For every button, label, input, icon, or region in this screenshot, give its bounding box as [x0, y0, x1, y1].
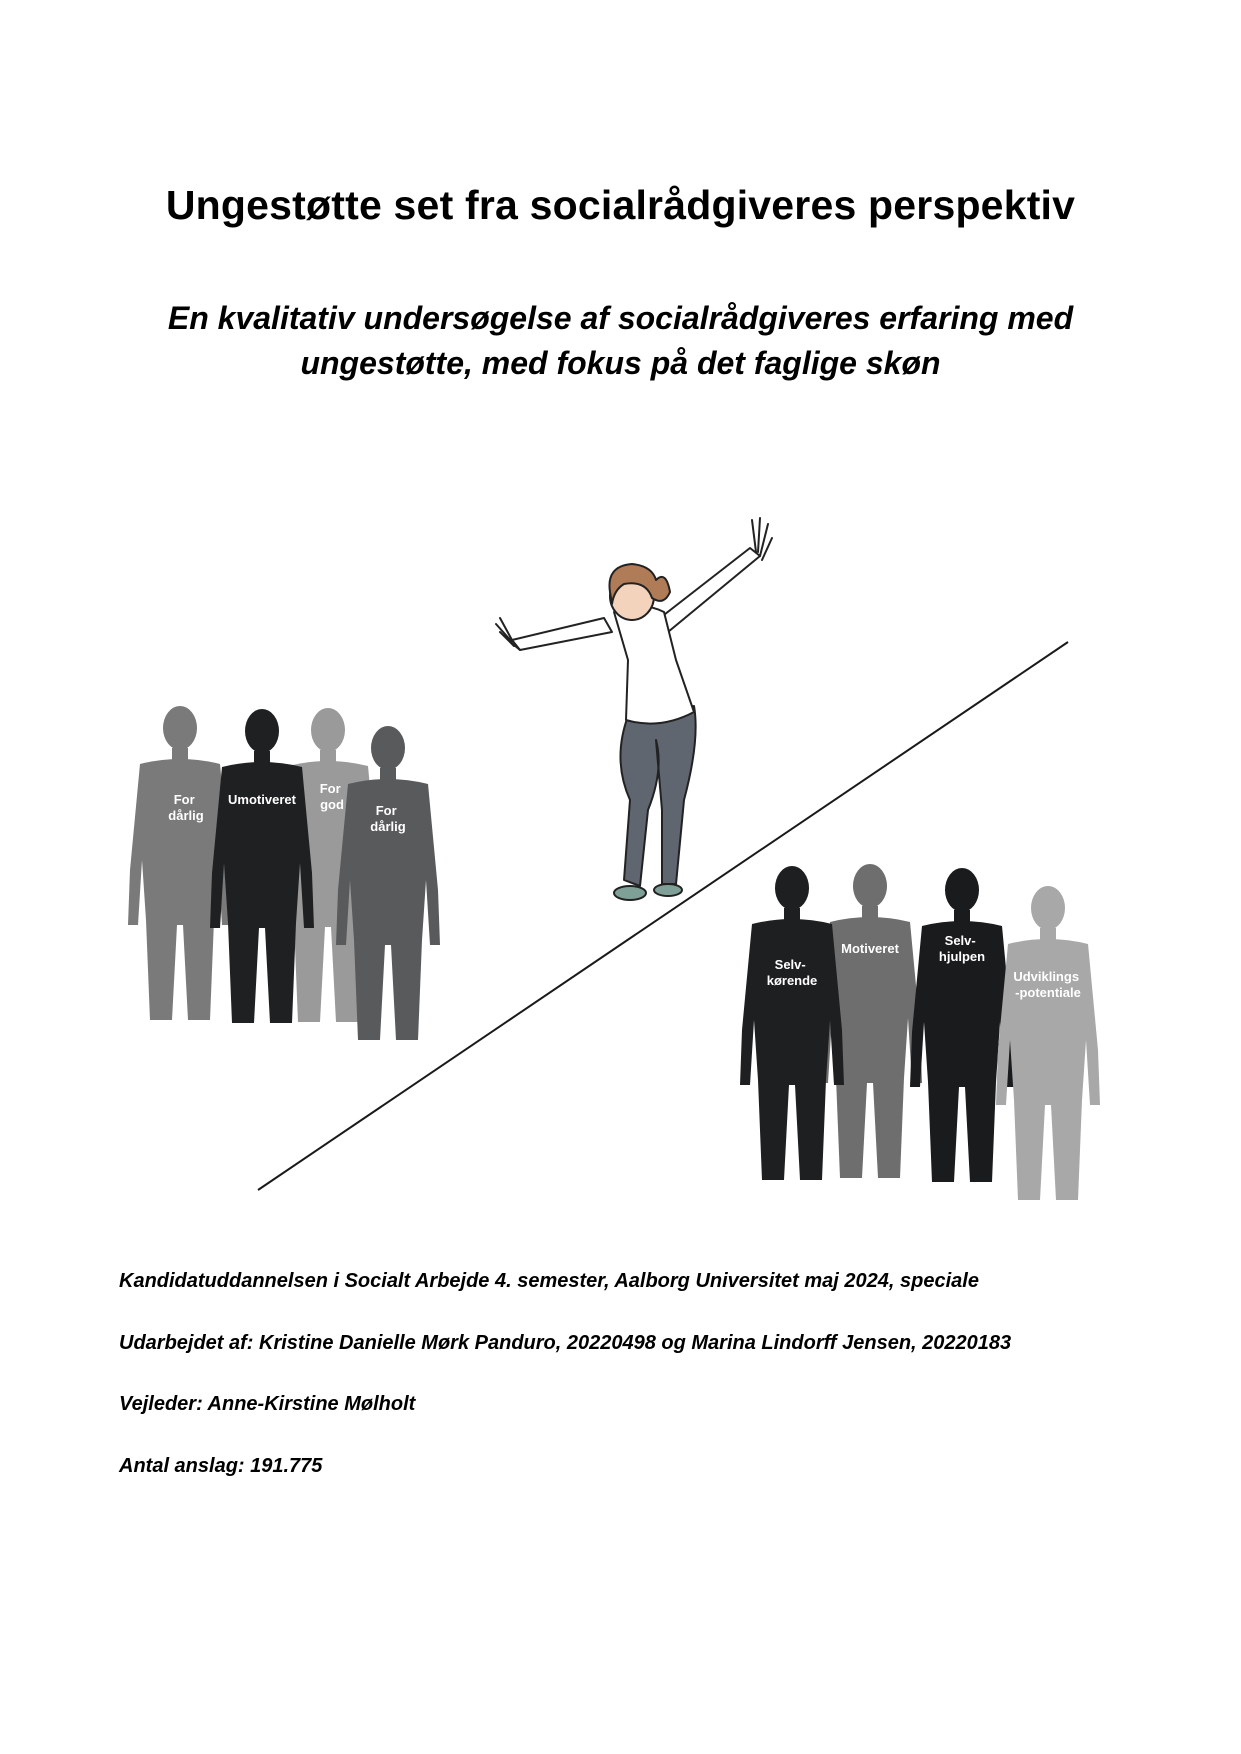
meta-program: Kandidatuddannelsen i Socialt Arbejde 4. semester, Aalborg Universitet maj 2024, speciale	[119, 1270, 979, 1292]
silhouette-right-3	[910, 868, 1014, 1182]
meta-characters: Antal anslag: 191.775	[119, 1455, 323, 1477]
silhouette-right-1	[740, 866, 844, 1180]
shirt-label: For dårlig	[168, 792, 204, 823]
meta-supervisor: Vejleder: Anne-Kirstine Mølholt	[119, 1393, 416, 1415]
right-shoe	[654, 884, 682, 896]
silhouette-right-4	[996, 886, 1100, 1200]
shirt-label: Udviklings -potentiale	[1013, 969, 1081, 1000]
silhouette-shape	[996, 886, 1100, 1200]
meta-authors: Udarbejdet af: Kristine Danielle Mørk Panduro, 20220498 og Marina Lindorff Jensen, 20220183	[119, 1332, 1012, 1354]
shirt-label: For god	[319, 781, 344, 812]
shirt-label: Motiveret	[841, 941, 899, 956]
silhouette-shape	[740, 866, 844, 1180]
left-arm	[512, 618, 612, 650]
shirt-label: Selv- kørende	[766, 957, 818, 988]
subtitle-line-1: En kvalitativ undersøgelse af socialrådgiveres erfaring med	[167, 300, 1074, 336]
balancing-woman	[496, 518, 772, 900]
left-shoe	[614, 886, 646, 900]
shirt-label: Selv- hjulpen	[938, 933, 986, 964]
left-group	[128, 706, 440, 1040]
right-arm	[660, 548, 760, 632]
subtitle-line-2: ungestøtte, med fokus på det faglige skøn	[300, 345, 941, 381]
shirt-label: Umotiveret	[228, 792, 296, 807]
legs	[620, 706, 695, 886]
document-title: Ungestøtte set fra socialrådgiveres perspektiv	[165, 182, 1076, 228]
right-group	[740, 864, 1100, 1200]
silhouette-shape	[910, 868, 1014, 1182]
shirt-label: For dårlig	[370, 803, 406, 834]
shirt	[614, 606, 694, 724]
